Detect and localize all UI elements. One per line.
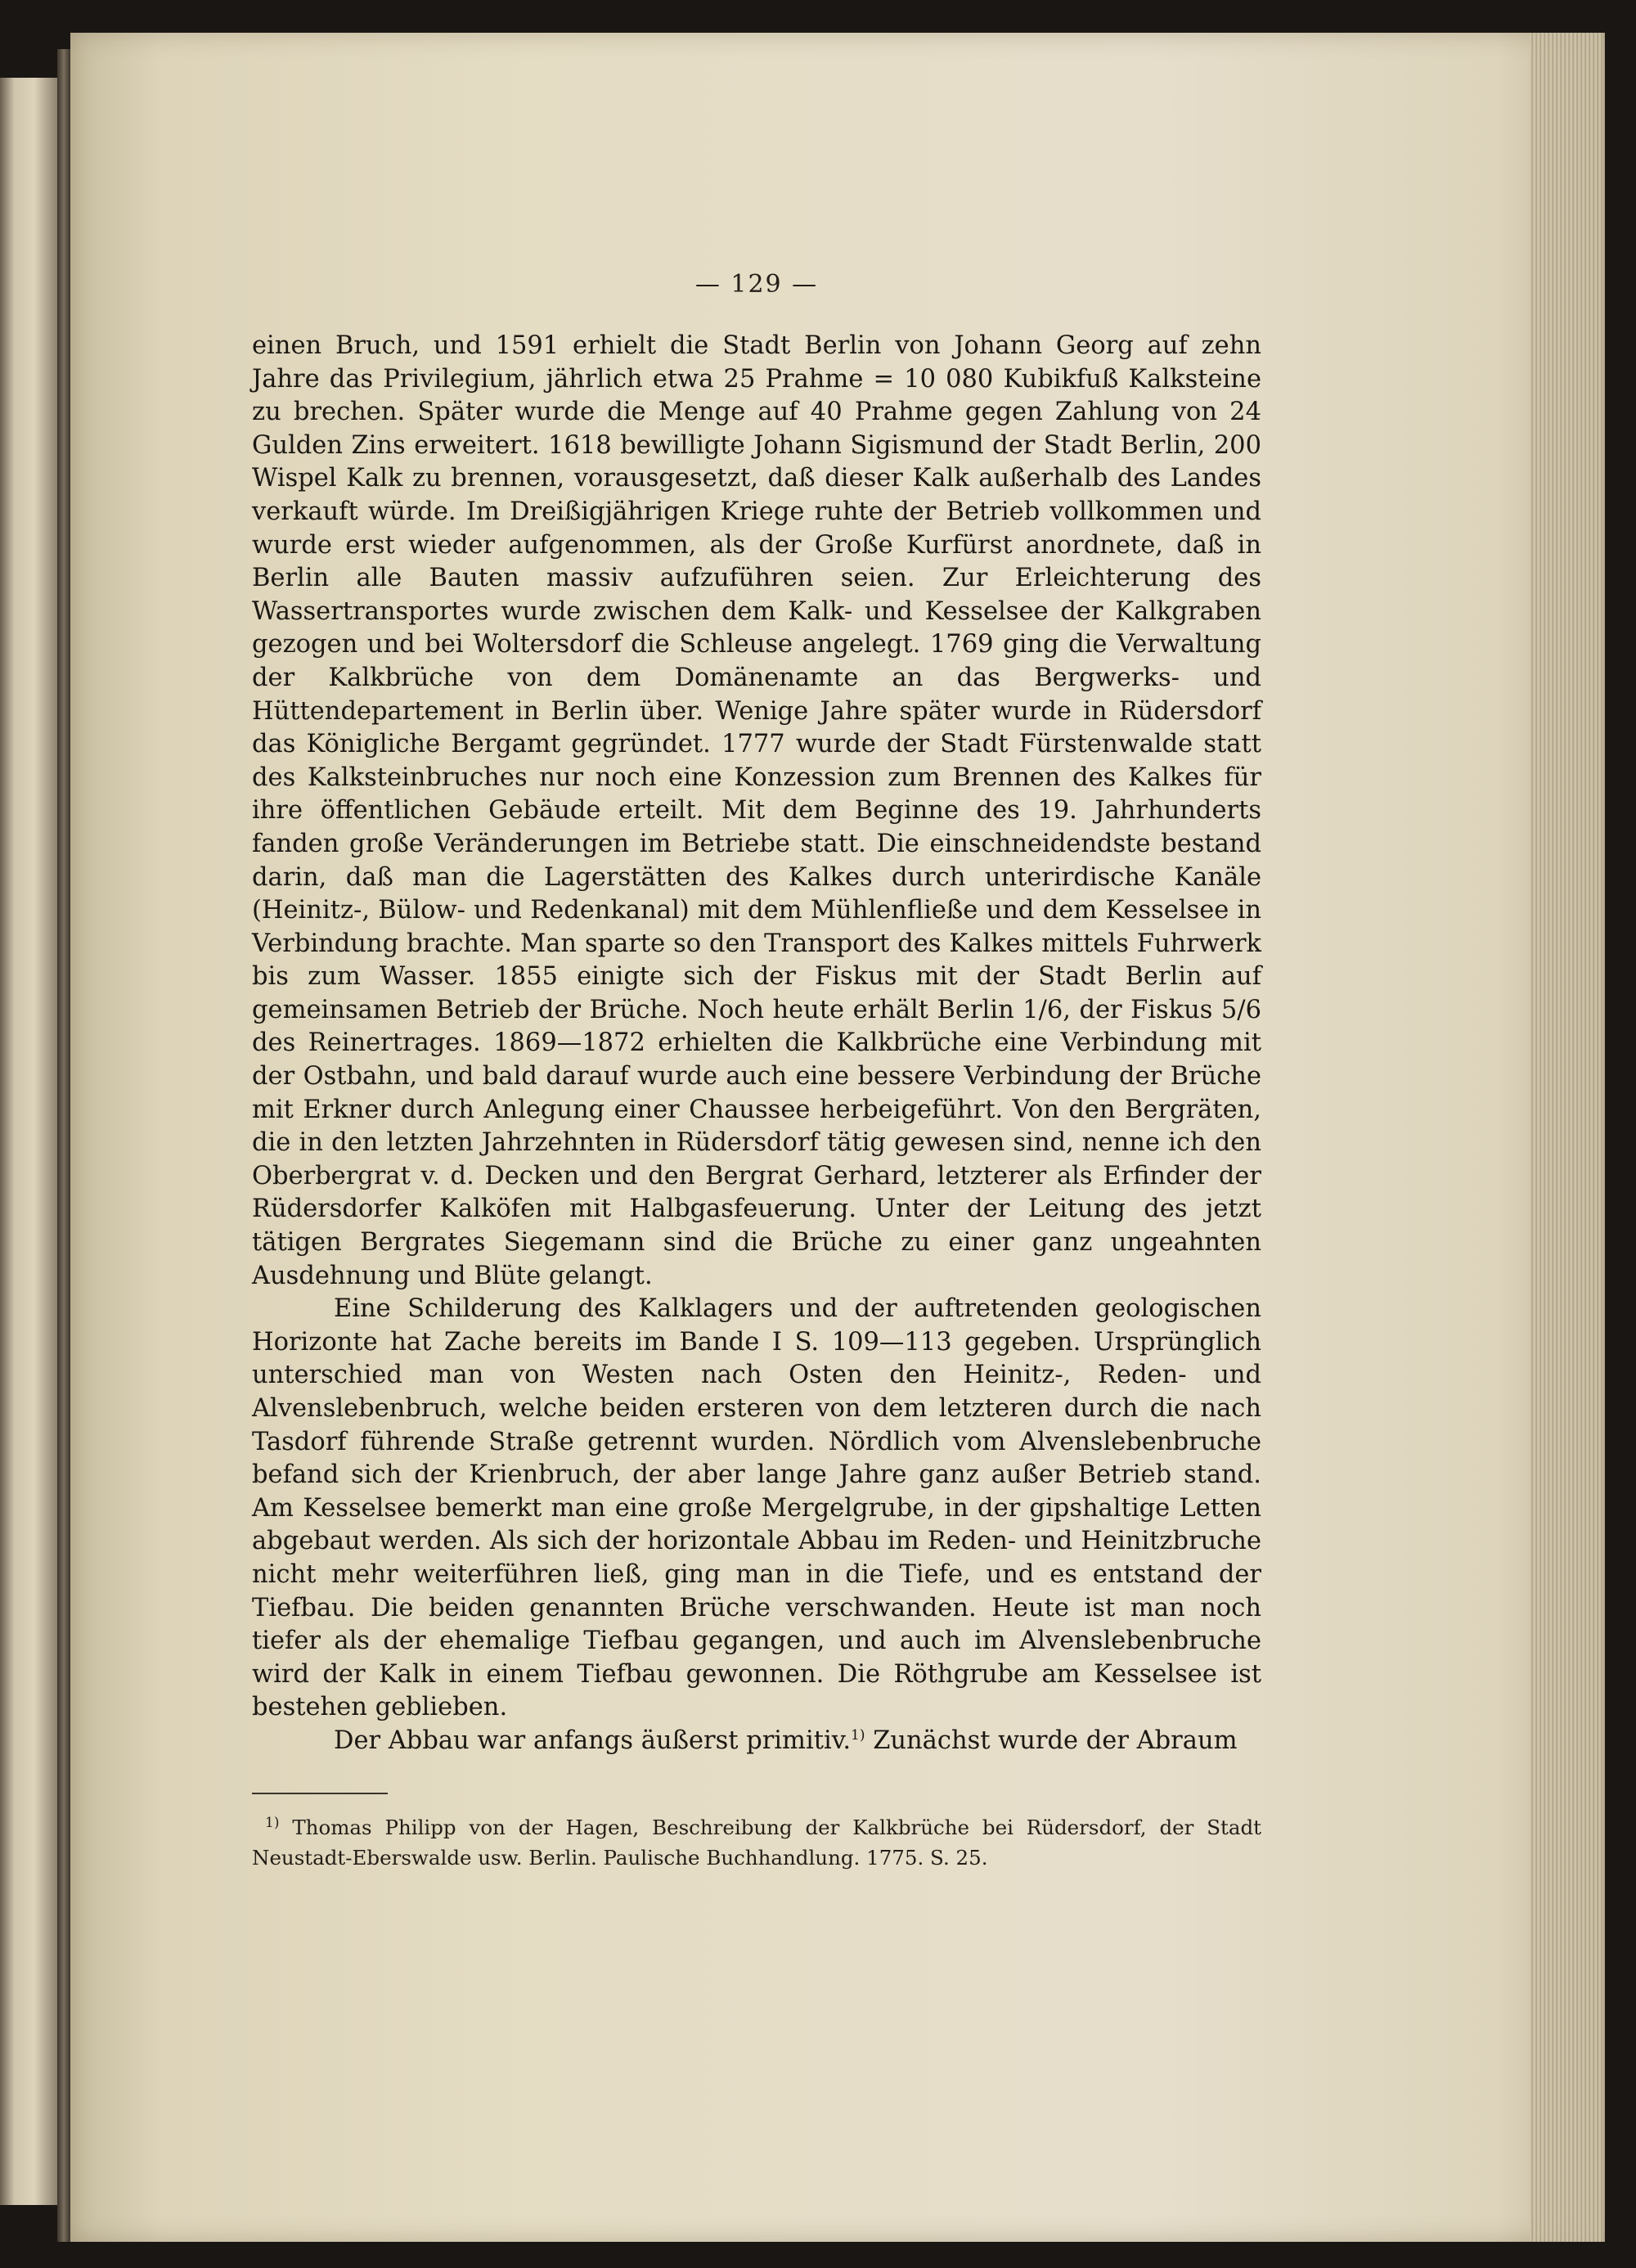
book-gutter bbox=[57, 49, 70, 2242]
page-text bbox=[252, 270, 1261, 1873]
footnote bbox=[252, 1812, 1261, 1873]
paragraph-abbau-text: Der Abbau war anfangs äußerst primitiv. bbox=[334, 1726, 852, 1755]
footnote-divider bbox=[252, 1793, 388, 1794]
page-number-header: — 129 — bbox=[694, 270, 819, 299]
page-edges bbox=[1530, 33, 1603, 2242]
left-page-edge bbox=[0, 78, 57, 2205]
paragraph-geology: Eine Schilderung des Kalklagers und der auftretenden geologischen Horizonte hat Zache bereits im Bande I S. 109—113 gegeben. Ursprünglich unterschied man von Westen nach Osten den Heinitz-, Reden- und Alvenslebenbruch, welche beiden ersteren von dem letzteren durch die nach Tasdorf führende Straße getrennt wurden. Nördlich vom Alvenslebenbruche befand sich der Krienbruch, der aber lange Jahre ganz außer Betrieb stand. Am Kesselsee bemerkt man eine große Mergelgrube, in der gipshaltige Letten abgebaut werden. Als sich der horizontale Abbau im Reden- und Heinitzbruche nicht mehr weiterführen ließ, ging man in die Tiefe, und es entstand der Tiefbau. Die beiden genannten Brüche verschwanden. Heute ist man noch tiefer als der ehemalige Tiefbau gegangen, und auch im Alvenslebenbruche wird der Kalk in einem Tiefbau gewonnen. Die Röthgrube am Kesselsee ist bestehen geblieben. bbox=[252, 1294, 1261, 1722]
footnote-text: Thomas Philipp von der Hagen, Beschreibung der Kalkbrüche bei Rüdersdorf, der Stadt Neustadt-Eberswalde usw. Berlin. Paulische Buchhandlung. 1775. S. 25. bbox=[252, 1815, 1261, 1870]
paragraph-abbau-rest: Zunächst wurde der Abraum bbox=[865, 1726, 1238, 1755]
paragraph-abbau bbox=[252, 1725, 1261, 1758]
footnote-reference: 1) bbox=[851, 1726, 865, 1744]
paragraph-history: einen Bruch, und 1591 erhielt die Stadt Berlin von Johann Georg auf zehn Jahre das Privilegium, jährlich etwa 25 Prahme = 10 080 Kubikfuß Kalksteine zu brechen. Später wurde die Menge auf 40 Prahme gegen Zahlung von 24 Gulden Zins erweitert. 1618 bewilligte Johann Sigismund der Stadt Berlin, 200 Wispel Kalk zu brennen, vorausgesetzt, daß dieser Kalk außerhalb des Landes verkauft würde. Im Dreißigjährigen Kriege ruhte der Betrieb vollkommen und wurde erst wieder aufgenommen, als der Große Kurfürst anordnete, daß in Berlin alle Bauten massiv aufzuführen seien. Zur Erleichterung des Wassertransportes wurde zwischen dem Kalk- und Kesselsee der Kalkgraben gezogen und bei Woltersdorf die Schleuse angelegt. 1769 ging die Verwaltung der Kalkbrüche von dem Domänenamte an das Bergwerks- und Hüttendepartement in Berlin über. Wenige Jahre später wurde in Rüdersdorf das Königliche Bergamt gegründet. 1777 wurde der Stadt Fürstenwalde statt des Kalksteinbruches nur noch eine Konzession zum Brennen des Kalkes für ihre öffentlichen Gebäude erteilt. Mit dem Beginne des 19. Jahrhunderts fanden große Veränderungen im Betriebe statt. Die einschneidendste bestand darin, daß man die Lagerstätten des Kalkes durch unterirdische Kanäle (Heinitz-, Bülow- und Redenkanal) mit dem Mühlenfließe und dem Kesselsee in Verbindung brachte. Man sparte so den Transport des Kalkes mittels Fuhrwerk bis zum Wasser. 1855 einigte sich der Fiskus mit der Stadt Berlin auf gemeinsamen Betrieb der Brüche. Noch heute erhält Berlin 1/6, der Fiskus 5/6 des Reinertrages. 1869—1872 erhielten die Kalkbrüche eine Verbindung mit der Ostbahn, und bald darauf wurde auch eine bessere Verbindung der Brüche mit Erkner durch Anlegung einer Chaussee herbeigeführt. Von den Bergräten, die in den letzten Jahrzehnten in Rüdersdorf tätig gewesen sind, nenne ich den Oberbergrat v. d. Decken und den Bergrat Gerhard, letzterer als Erfinder der Rüdersdorfer Kalköfen mit Halbgasfeuerung. Unter der Leitung des jetzt tätigen Bergrates Siegemann sind die Brüche zu einer ganz ungeahnten Ausdehnung und Blüte gelangt. bbox=[252, 331, 1261, 1290]
footnote-mark: 1) bbox=[265, 1814, 280, 1831]
